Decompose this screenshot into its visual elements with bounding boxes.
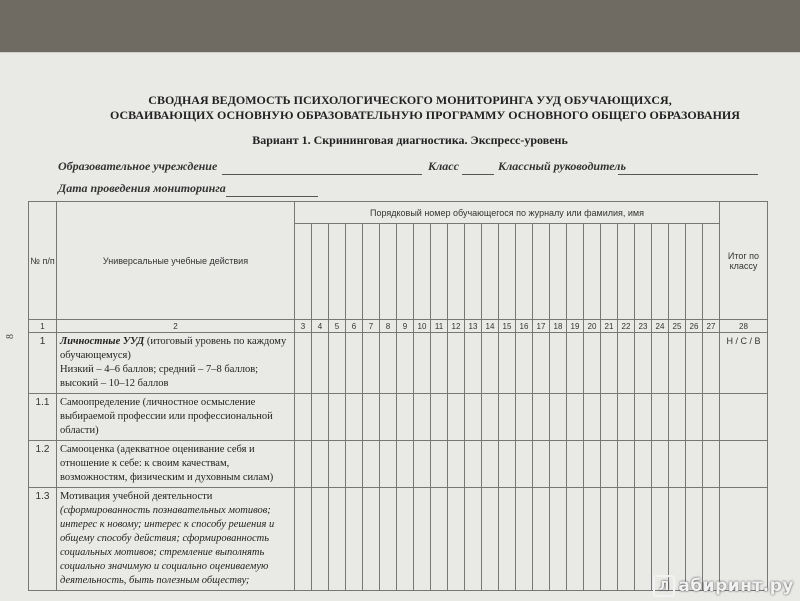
- table-row: [29, 441, 768, 488]
- row-description: [57, 488, 295, 591]
- document-title-line-1: СВОДНАЯ ВЕДОМОСТЬ ПСИХОЛОГИЧЕСКОГО МОНИТОРИНГА УУД ОБУЧАЮЩИХСЯ,: [148, 93, 672, 107]
- row-number: 1.3: [29, 488, 57, 591]
- column-index: 1: [29, 320, 57, 333]
- document-page: [0, 52, 800, 601]
- row-text: Мотивация учебной деятельности: [60, 491, 213, 502]
- document-title-line-2: ОСВАИВАЮЩИХ ОСНОВНУЮ ОБРАЗОВАТЕЛЬНУЮ ПРОГРАММУ ОСНОВНОГО ОБЩЕГО ОБРАЗОВАНИЯ: [110, 108, 740, 122]
- teacher-line: [618, 173, 758, 175]
- teacher-label: Классный руководитель: [498, 159, 626, 173]
- column-index: 6: [346, 320, 363, 333]
- column-index: 17: [533, 320, 550, 333]
- class-label: Класс: [428, 159, 459, 173]
- header-students: Порядковый номер обучающегося по журналу или фамилия, имя: [295, 202, 720, 224]
- class-line: [462, 173, 494, 175]
- column-index: 9: [397, 320, 414, 333]
- document-subtitle: Вариант 1. Скрининговая диагностика. Экспресс-уровень: [252, 133, 568, 147]
- institution-label: Образовательное учреждение: [58, 159, 218, 173]
- column-index: 2: [57, 320, 295, 333]
- watermark-logo: [653, 575, 794, 597]
- column-index: 8: [380, 320, 397, 333]
- column-index: 18: [550, 320, 567, 333]
- table-row: [29, 394, 768, 441]
- row-description: [57, 333, 295, 394]
- row-number: 1: [29, 333, 57, 394]
- column-index: 21: [601, 320, 618, 333]
- column-index: 23: [635, 320, 652, 333]
- row-text: Самоопределение (личностное осмысление выбираемой профессии или профессиональной области): [57, 394, 295, 441]
- row-number: 1.2: [29, 441, 57, 488]
- column-index: 16: [516, 320, 533, 333]
- labyrinth-icon: Л: [653, 575, 675, 597]
- institution-line: [222, 173, 422, 175]
- row-italic-text: (сформированность познавательных мотивов; интерес к новому; интерес к способу решения и общему способу действия; сформированность социальных мотивов; стремление выполнять социально значимую и социально оцениваемую деятельность, быть полезным обществу;: [60, 505, 275, 586]
- column-index: 24: [652, 320, 669, 333]
- header-result: Итог по классу: [720, 202, 768, 320]
- column-index: 10: [414, 320, 431, 333]
- row-result: Н / С / В: [720, 333, 768, 394]
- row-text: Самооценка (адекватное оценивание себя и отношение к себе: к своим качествам, возможностям, физическим и духовным силам): [57, 441, 295, 488]
- column-index: 3: [295, 320, 312, 333]
- page-number: 8: [5, 334, 16, 339]
- column-index: 26: [686, 320, 703, 333]
- column-index: 4: [312, 320, 329, 333]
- table-row: [29, 333, 768, 394]
- column-index: 14: [482, 320, 499, 333]
- column-index: 5: [329, 320, 346, 333]
- row-title: Личностные УУД: [60, 336, 145, 347]
- row-text: (итоговый уровень по каждому обучающемуся): [60, 336, 287, 361]
- monitoring-table: [28, 201, 768, 591]
- header-num: № п/п: [29, 202, 57, 320]
- date-line: [226, 195, 318, 197]
- column-index: 28: [720, 320, 768, 333]
- column-index: 7: [363, 320, 380, 333]
- header-actions: Универсальные учебные действия: [57, 202, 295, 320]
- column-index: 15: [499, 320, 516, 333]
- row-number: 1.1: [29, 394, 57, 441]
- watermark-text: абиринт.ру: [678, 576, 794, 596]
- row-extra: Низкий – 4–6 баллов; средний – 7–8 баллов; высокий – 10–12 баллов: [60, 364, 259, 389]
- column-index: 20: [584, 320, 601, 333]
- column-index: 25: [669, 320, 686, 333]
- column-index: 22: [618, 320, 635, 333]
- date-label: Дата проведения мониторинга: [58, 181, 226, 195]
- column-index: 19: [567, 320, 584, 333]
- column-index: 11: [431, 320, 448, 333]
- column-index: 27: [703, 320, 720, 333]
- column-index: 13: [465, 320, 482, 333]
- column-index: 12: [448, 320, 465, 333]
